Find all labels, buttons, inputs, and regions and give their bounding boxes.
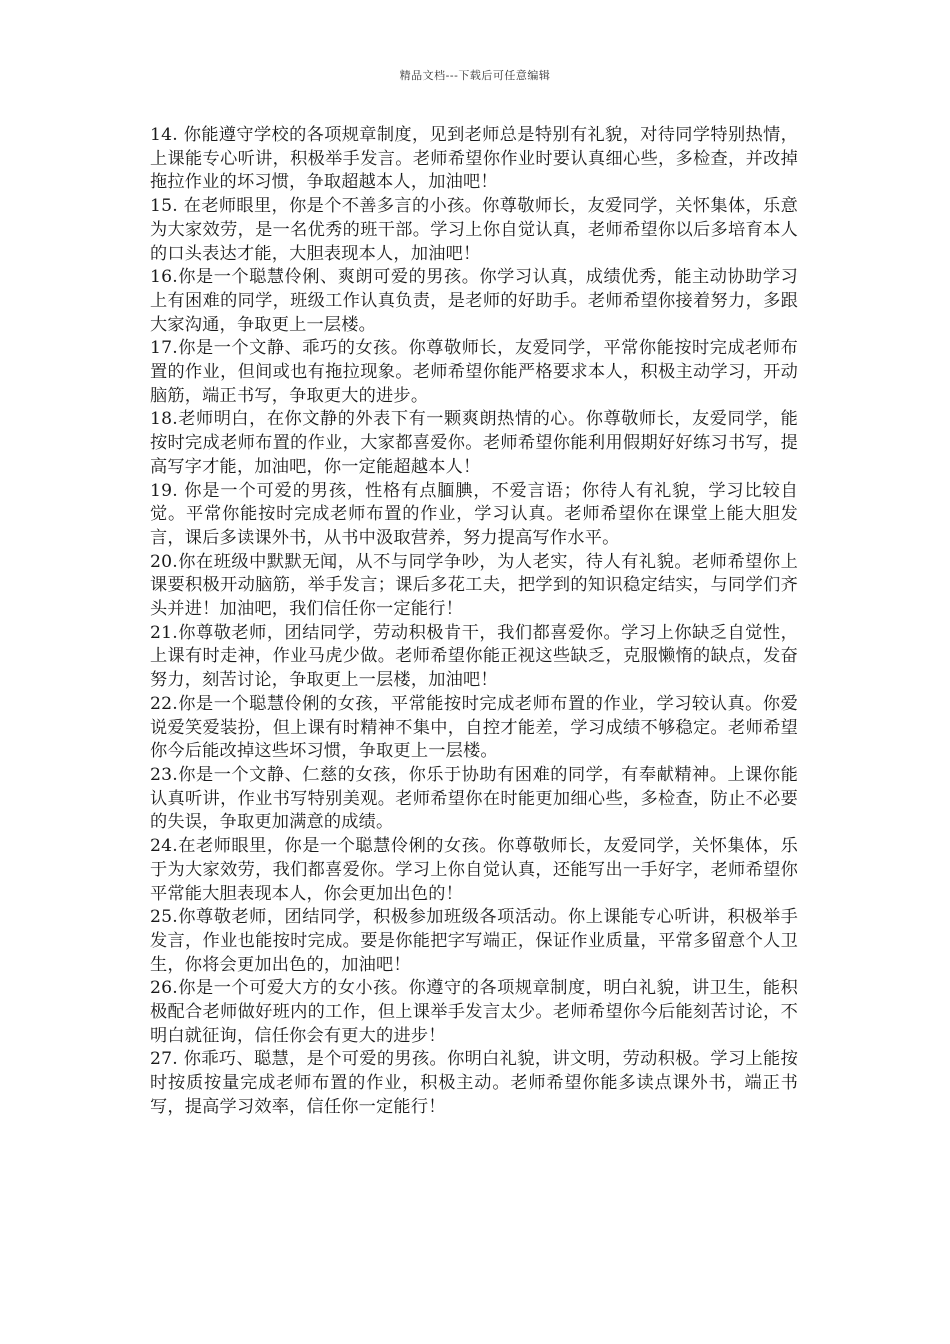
comment-paragraph-18: 18.老师明白，在你文静的外表下有一颗爽朗热情的心。你尊敬师长，友爱同学，能按时完成老师布置的作业，大家都喜爱你。老师希望你能利用假期好好练习书写，提高写字才能，加油吧，你一定能超越本人！ — [150, 409, 798, 477]
comment-paragraph-23: 23.你是一个文静、仁慈的女孩，你乐于协助有困难的同学，有奉献精神。上课你能认真听讲，作业书写特别美观。老师希望你在时能更加细心些，多检查，防止不必要的失误，争取更加满意的成绩。 — [150, 764, 798, 833]
comment-paragraph-26: 26.你是一个可爱大方的女小孩。你遵守的各项规章制度，明白礼貌，讲卫生，能积极配合老师做好班内的工作，但上课举手发言太少。老师希望你今后能刻苦讨论，不明白就征询，信任你会有更大的进步！ — [150, 978, 798, 1046]
comment-paragraph-27: 27. 你乖巧、聪慧，是个可爱的男孩。你明白礼貌，讲文明，劳动积极。学习上能按时按质按量完成老师布置的作业，积极主动。老师希望你能多读点课外书，端正书写，提高学习效率，信任你一定能行！ — [150, 1049, 798, 1117]
comment-paragraph-21: 21.你尊敬老师，团结同学，劳动积极肯干，我们都喜爱你。学习上你缺乏自觉性，上课有时走神，作业马虎少做。老师希望你能正视这些缺乏，克服懒惰的缺点，发奋努力，刻苦讨论，争取更上一层楼，加油吧！ — [150, 622, 798, 691]
comment-paragraph-20: 20.你在班级中默默无闻，从不与同学争吵，为人老实，待人有礼貌。老师希望你上课要积极开动脑筋，举手发言；课后多花工夫，把学到的知识稳定结实，与同学们齐头并进！加油吧，我们信任你一定能行！ — [150, 551, 798, 620]
page-header: 精品文档---下载后可任意编辑 — [399, 69, 551, 82]
comment-paragraph-22: 22.你是一个聪慧伶俐的女孩，平常能按时完成老师布置的作业，学习较认真。你爱说爱笑爱装扮，但上课有时精神不集中，自控才能差，学习成绩不够稳定。老师希望你今后能改掉这些坏习惯，争取更上一层楼。 — [150, 693, 798, 762]
comment-paragraph-19: 19. 你是一个可爱的男孩，性格有点腼腆，不爱言语；你待人有礼貌，学习比较自觉。平常你能按时完成老师布置的作业，学习认真。老师希望你在课堂上能大胆发言，课后多读课外书，从书中汲取营养，努力提高写作水平。 — [150, 480, 798, 548]
comment-paragraph-24: 24.在老师眼里，你是一个聪慧伶俐的女孩。你尊敬师长，友爱同学，关怀集体，乐于为大家效劳，我们都喜爱你。学习上你自觉认真，还能写出一手好字，老师希望你平常能大胆表现本人，你会更加出色的！ — [150, 836, 798, 904]
document-body — [150, 124, 798, 1120]
comment-paragraph-25: 25.你尊敬老师，团结同学，积极参加班级各项活动。你上课能专心听讲，积极举手发言，作业也能按时完成。要是你能把字写端正，保证作业质量，平常多留意个人卫生，你将会更加出色的，加油吧！ — [150, 907, 798, 975]
comment-paragraph-16: 16.你是一个聪慧伶俐、爽朗可爱的男孩。你学习认真，成绩优秀，能主动协助学习上有困难的同学，班级工作认真负责，是老师的好助手。老师希望你接着努力，多跟大家沟通，争取更上一层楼。 — [150, 267, 798, 335]
comment-paragraph-14: 14. 你能遵守学校的各项规章制度，见到老师总是特别有礼貌，对待同学特别热情，上课能专心听讲，积极举手发言。老师希望你作业时要认真细心些，多检查，并改掉拖拉作业的坏习惯，争取超越本人，加油吧！ — [150, 125, 798, 193]
comment-paragraph-15: 15. 在老师眼里，你是个不善多言的小孩。你尊敬师长，友爱同学，关怀集体，乐意为大家效劳，是一名优秀的班干部。学习上你自觉认真，老师希望你以后多培育本人的口头表达才能，大胆表现本人，加油吧！ — [150, 196, 798, 264]
comment-paragraph-17: 17.你是一个文静、乖巧的女孩。你尊敬师长，友爱同学，平常你能按时完成老师布置的作业，但间或也有拖拉现象。老师希望你能严格要求本人，积极主动学习，开动脑筋，端正书写，争取更大的进步。 — [150, 338, 798, 406]
